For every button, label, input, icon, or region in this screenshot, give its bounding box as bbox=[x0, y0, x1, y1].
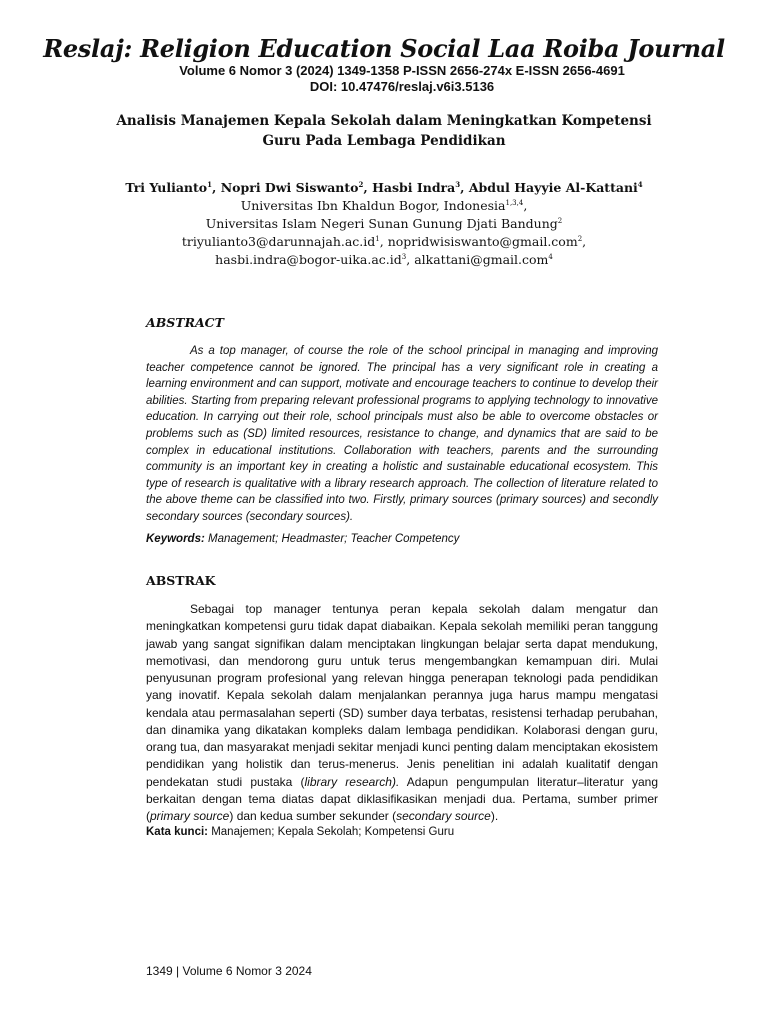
keywords-list: Management; Headmaster; Teacher Competency bbox=[204, 533, 460, 545]
abstract-heading: ABSTRACT bbox=[146, 315, 224, 330]
kata-kunci-label: Kata kunci: bbox=[146, 826, 208, 838]
author-sup: 1 bbox=[207, 180, 213, 189]
email-line-2: $hasbi.indra@bogor-uika.ac.id^3$, alkattani@gmail.com$^4$ bbox=[215, 252, 553, 267]
author-name: Hasbi Indra bbox=[372, 180, 456, 195]
page-footer: 1349 | Volume 6 Nomor 3 2024 bbox=[146, 964, 312, 978]
author-sup: 3 bbox=[455, 180, 461, 189]
keywords-id bbox=[146, 824, 454, 840]
author-sup: 4 bbox=[637, 180, 643, 189]
article-title: Analisis Manajemen Kepala Sekolah dalam Meningkatkan Kompetensi Guru Pada Lembaga Pendidikan bbox=[116, 113, 652, 149]
author-email[interactable]: nopridwisiswanto@gmail.com bbox=[387, 234, 578, 249]
author-name: Tri Yulianto bbox=[125, 180, 208, 195]
abstract-body: As a top manager, of course the role of the school principal in managing and improving teacher competence cannot be ignored. The principal has a very significant role in creating a learning environment and can support, motivate and encourage teachers to continue to develop their abilities. Starting from preparing relevant professional programs to applying technology to innovative education. In carrying out their role, school principals must also be able to overcome obstacles or problems such as (SD) limited resources, resistance to change, and dynamics that are said to be complex in educational institutions. Collaboration with teachers, parents and the surrounding community is an important key in creating a holistic and sustainable educational ecosystem. This type of research is qualitative with a library research approach. The collection of literature related to the above theme can be classified into two. Firstly, primary sources (primary sources) and secondly secondary sources (secondary sources). bbox=[146, 345, 658, 523]
journal-volume-line: Volume 6 Nomor 3 (2024) 1349-1358 P-ISSN 2656-274x E-ISSN 2656-4691 bbox=[179, 63, 625, 78]
author-sup: 2 bbox=[358, 180, 364, 189]
author-name: Abdul Hayyie Al-Kattani bbox=[468, 180, 638, 195]
author-list: Tri Yulianto$^1$, Nopri Dwi Siswanto$^2$, Hasbi Indra$^3$, Abdul Hayyie Al-Kattani$^4$ bbox=[125, 180, 643, 195]
email-line-1: $triyulianto3@darunnajah.ac.id^1$, nopridwisiswanto@gmail.com$^2$, bbox=[181, 234, 587, 249]
journal-title: Reslaj: Religion Education Social Laa Roiba Journal bbox=[43, 34, 725, 63]
keywords-label: Keywords: bbox=[146, 533, 205, 545]
keywords-en bbox=[146, 531, 459, 547]
affiliation-line-1: Universitas Ibn Khaldun Bogor, Indonesia$^{1,3,4}$, bbox=[240, 198, 528, 213]
author-name: Nopri Dwi Siswanto bbox=[220, 180, 359, 195]
author-email[interactable]: alkattani@gmail.com bbox=[414, 252, 549, 267]
abstrak-body: Sebagai top manager tentunya peran kepala sekolah dalam mengatur dan meningkatkan kompetensi guru tidak dapat diabaikan. Kepala sekolah memiliki peran tanggung jawab yang sangat signifikan dalam menciptakan lingkungan belajar serta dapat mendukung, memotivasi, dan mendorong guru untuk terus mengembangkan kemampuan diri. Mulai penyusunan program profesional yang relevan hingga penerapan teknologi pada pendidikan yang inovatif. Kepala sekolah dalam menjalankan perannya juga harus mampu mengatasi kendala atau permasalahan seperti (SD) sumber daya terbatas, resistensi terhadap perubahan, dan dinamika yang dikatakan kompleks dalam lembaga pendidikan. Kolaborasi dengan guru, orang tua, dan masyarakat menjadi sekitar menjadi kunci penting dalam menciptakan ekosistem pendidikan yang holistik dan terus-menerus. Jenis penelitian ini adalah kualitatif dengan pendekatan studi pustaka (library research). Adapun pengumpulan literatur–literatur yang berkaitan dengan tema diatas dapat diklasifikasikan menjadi dua. Pertama, sumber primer (primary source) dan kedua sumber sekunder (secondary source). bbox=[146, 602, 658, 823]
author-email[interactable]: triyulianto3@darunnajah.ac.id bbox=[181, 234, 376, 249]
doi-line: DOI: 10.47476/reslaj.v6i3.5136 bbox=[309, 79, 495, 94]
kata-kunci-list: Manajemen; Kepala Sekolah; Kompetensi Guru bbox=[208, 826, 455, 838]
affiliation-line-2: Universitas Islam Negeri Sunan Gunung Djati Bandung$^2$ bbox=[205, 216, 563, 231]
author-email[interactable]: hasbi.indra@bogor-uika.ac.id bbox=[215, 252, 402, 267]
abstrak-heading: ABSTRAK bbox=[146, 573, 216, 588]
